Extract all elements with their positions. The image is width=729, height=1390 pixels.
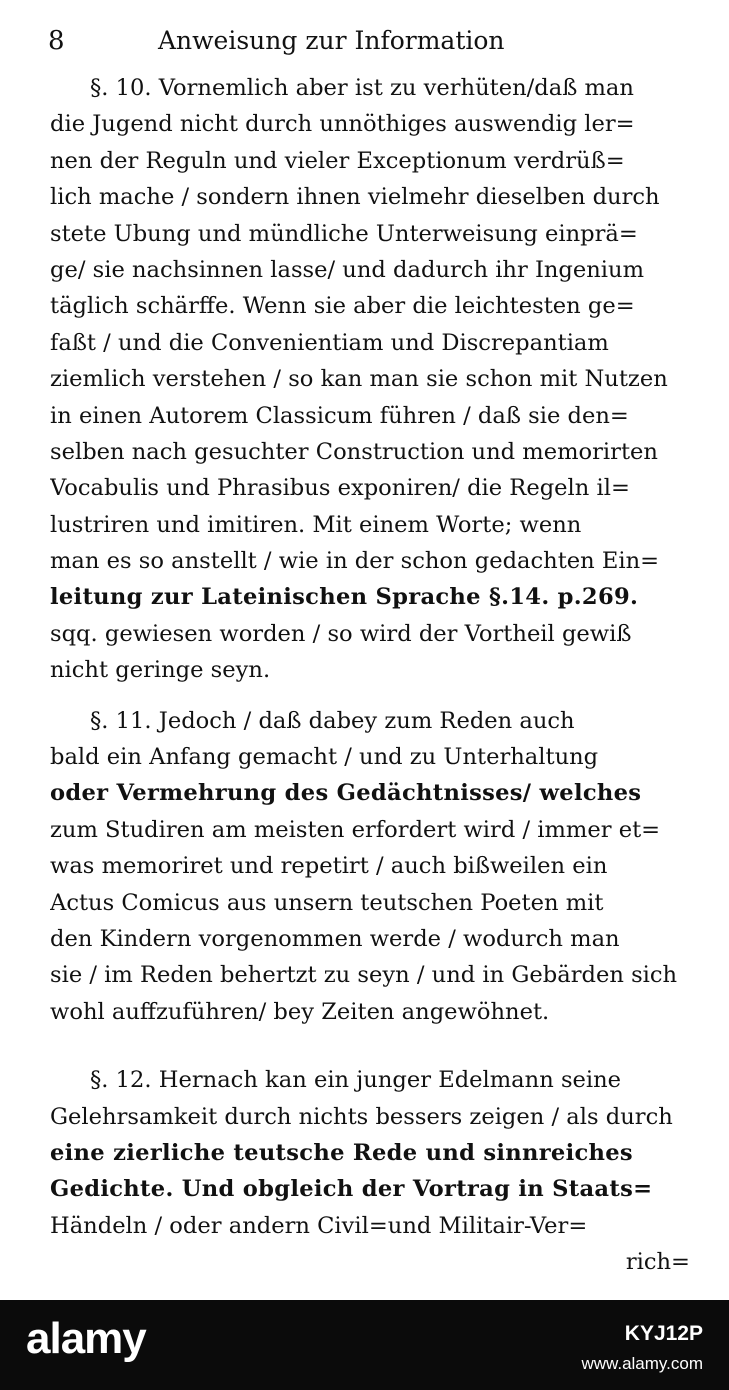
text-line: die Jugend nicht durch unnöthiges auswendig ler=: [50, 111, 635, 138]
text-line: nicht geringe seyn.: [50, 657, 271, 684]
text-line: selben nach gesuchter Construction und memorirten: [50, 438, 658, 465]
text-line: täglich schärffe. Wenn sie aber die leichtesten ge=: [50, 293, 635, 320]
text-line: sie / im Reden behertzt zu seyn / und in Gebärden sich: [50, 962, 678, 989]
text-line: Vocabulis und Phrasibus exponiren/ die Regeln il=: [50, 475, 630, 502]
text-line: Gedichte. Und obgleich der Vortrag in Staats=: [50, 1176, 653, 1203]
text-line: stete Ubung und mündliche Unterweisung einprä=: [50, 220, 638, 247]
text-line: sqq. gewiesen worden / so wird der Vortheil gewiß: [50, 620, 632, 647]
text-line: nen der Reguln und vieler Exceptionum verdrüß=: [50, 147, 625, 174]
text-line: Actus Comicus aus unsern teutschen Poeten mit: [50, 889, 604, 916]
text-line: §. 12. Hernach kan ein junger Edelmann seine: [90, 1067, 622, 1094]
text-line: oder Vermehrung des Gedächtnisses/ welches: [50, 780, 642, 807]
text-line: den Kindern vorgenommen werde / wodurch man: [50, 925, 620, 952]
paragraph-10: [50, 70, 690, 689]
text-line: §. 11. Jedoch / daß dabey zum Reden auch: [90, 707, 575, 734]
text-line: leitung zur Lateinischen Sprache §.14. p.269.: [50, 584, 639, 611]
text-line: ge/ sie nachsinnen lasse/ und dadurch ihr Ingenium: [50, 256, 645, 283]
text-line: wohl auffzuführen/ bey Zeiten angewöhnet.: [50, 998, 550, 1025]
text-line: was memoriret und repetirt / auch bißweilen ein: [50, 853, 608, 880]
text-line: eine zierliche teutsche Rede und sinnreiches: [50, 1139, 633, 1166]
image-id: KYJ12P: [624, 1322, 703, 1345]
text-line: man es so anstellt / wie in der schon gedachten Ein=: [50, 548, 660, 575]
paragraph-gap: [50, 689, 690, 703]
text-line: in einen Autorem Classicum führen / daß sie den=: [50, 402, 629, 429]
text-block: [50, 70, 690, 1281]
catchword: rich=: [625, 1249, 690, 1276]
paragraph-11: [50, 703, 690, 1031]
text-line: ziemlich verstehen / so kan man sie schon mit Nutzen: [50, 366, 668, 393]
text-line: §. 10. Vornemlich aber ist zu verhüten/daß man: [90, 75, 634, 101]
text-line: zum Studiren am meisten erfordert wird / immer et=: [50, 816, 661, 843]
watermark-footer: [0, 1300, 729, 1390]
page-header: [48, 26, 688, 66]
text-line: Gelehrsamkeit durch nichts bessers zeigen / als durch: [50, 1103, 673, 1130]
paragraph-gap: [50, 1030, 690, 1062]
text-line: bald ein Anfang gemacht / und zu Unterhaltung: [50, 744, 599, 771]
text-line: lustriren und imitiren. Mit einem Worte; wenn: [50, 511, 582, 538]
page-number: 8: [48, 26, 65, 56]
text-line: faßt / und die Convenientiam und Discrepantiam: [50, 329, 609, 356]
site-url: www.alamy.com: [581, 1354, 703, 1373]
paragraph-12: [50, 1062, 690, 1280]
text-line: lich mache / sondern ihnen vielmehr dieselben durch: [50, 184, 660, 211]
brand-logo: alamy: [26, 1314, 146, 1363]
running-head: Anweisung zur Information: [158, 26, 505, 55]
text-line: Händeln / oder andern Civil=und Militair-Ver=: [50, 1212, 588, 1239]
